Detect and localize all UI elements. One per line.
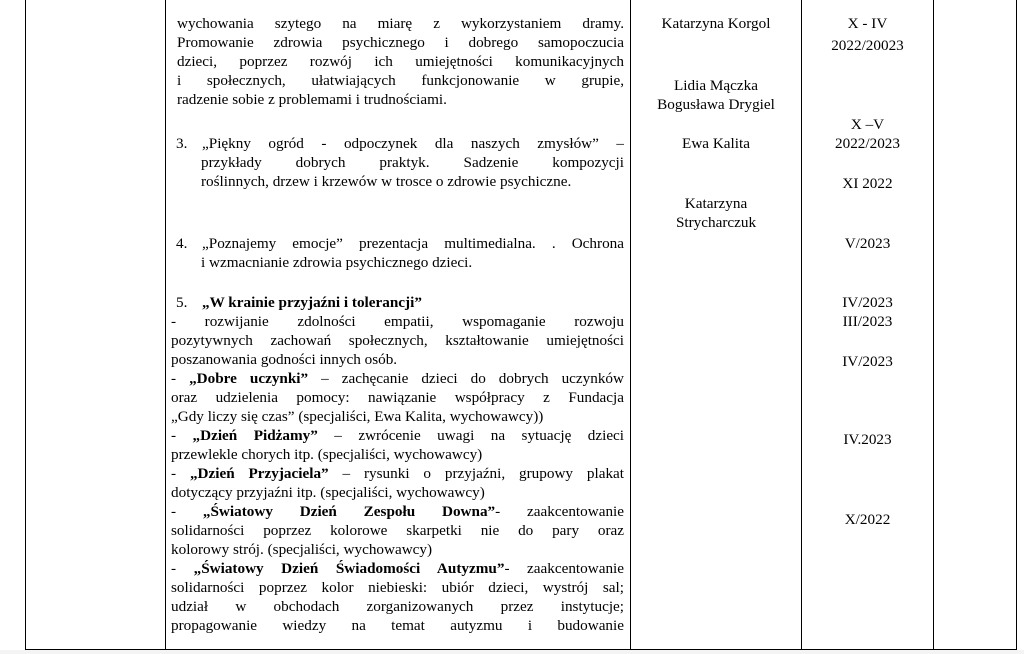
dobre-uczynki-title: „Dobre uczynki” — [189, 370, 309, 387]
date-6: V/2023 — [844, 235, 891, 252]
desc-line: przewlekle chorych itp. (specjaliści, wychowawcy) — [171, 446, 483, 463]
desc-line: i wzmacnianie zdrowia psychicznego dzieci. — [201, 254, 473, 271]
date-4: 2022/2023 — [835, 135, 900, 152]
dzien-autyzmu-line — [171, 559, 624, 578]
item-5-heading — [171, 293, 624, 312]
dzien-pidzamy-text: – zwrócenie uwagi na sytuację dzieci — [317, 427, 624, 444]
dash: - — [171, 560, 177, 577]
dzien-autyzmu-text: - zaakcentowanie — [504, 560, 624, 577]
dzien-pidzamy-title: „Dzień Pidżamy” — [192, 427, 318, 444]
item-5-title: „W krainie przyjaźni i tolerancji” — [202, 294, 422, 311]
date-8: III/2023 — [842, 313, 893, 330]
desc-line: propagowanie wiedzy na temat autyzmu i budowanie — [171, 617, 624, 634]
dzien-downa-title: „Światowy Dzień Zespołu Downa” — [202, 503, 496, 520]
dash: - — [171, 370, 177, 387]
item-3-number: 3. — [176, 135, 188, 152]
page-bottom-edge — [0, 650, 1024, 654]
desc-line: radzenie sobie z problemami i trudnościami. — [177, 91, 447, 108]
person-drygiel: Bogusława Drygiel — [657, 96, 775, 113]
desc-line: oraz udzielenia pomocy: nawiązanie współpracy z Fundacja — [171, 389, 624, 406]
desc-line: dotyczący przyjaźni itp. (specjaliści, wychowawcy) — [171, 484, 485, 501]
person-korgol: Katarzyna Korgol — [661, 15, 771, 32]
person-strycharczuk-first: Katarzyna — [684, 195, 748, 212]
dobre-uczynki-text: – zachęcanie dzieci do dobrych uczynków — [308, 370, 624, 387]
date-10: IV.2023 — [843, 431, 892, 448]
desc-line: Promowanie zdrowia psychicznego i dobrego samopoczucia — [177, 34, 624, 51]
dobre-uczynki-line — [171, 369, 624, 388]
person-strycharczuk-last: Strycharczuk — [675, 214, 757, 231]
table-divider-4 — [933, 0, 934, 650]
date-5: XI 2022 — [842, 175, 893, 192]
table-divider-1 — [165, 0, 166, 650]
desc-line: poszanowania godności innych osób. — [171, 351, 398, 368]
desc-line: i społecznych, ułatwiających funkcjonowanie w grupie, — [177, 72, 624, 89]
desc-line: solidarności poprzez kolorowe skarpetki nie do pary oraz — [171, 522, 624, 539]
date-11: X/2022 — [844, 511, 891, 528]
date-9: IV/2023 — [842, 353, 893, 370]
item-3-text: „Piękny ogród - odpoczynek dla naszych zmysłów” – — [202, 135, 624, 152]
dzien-downa-line — [171, 502, 624, 521]
desc-line: roślinnych, drzew i krzewów w trosce o zdrowie psychiczne. — [201, 173, 572, 190]
item-4-first-line — [171, 234, 624, 253]
person-maczka: Lidia Mączka — [674, 77, 758, 94]
item-4-number: 4. — [176, 235, 188, 252]
dzien-downa-text: - zaakcentowanie — [495, 503, 624, 520]
dzien-autyzmu-title: „Światowy Dzień Świadomości Autyzmu” — [193, 560, 505, 577]
person-kalita: Ewa Kalita — [682, 135, 750, 152]
description-cell — [171, 14, 624, 109]
desc-line: wychowania szytego na miarę z wykorzystaniem dramy. — [177, 15, 624, 32]
dzien-przyjaciela-line — [171, 464, 624, 483]
item-3 — [171, 134, 624, 191]
item-3-first-line — [171, 134, 624, 153]
desc-line: kolorowy strój. (specjaliści, wychowawcy) — [171, 541, 433, 558]
desc-line: solidarności poprzez kolor niebieski: ubiór dzieci, wystrój sal; — [171, 579, 624, 596]
date-7: IV/2023 — [842, 294, 893, 311]
desc-line: pozytywnych zachowań społecznych, kształtowanie umiejętności — [171, 332, 624, 349]
table-border-left — [25, 0, 26, 650]
date-3: X –V — [850, 116, 885, 133]
dash: - — [171, 503, 177, 520]
item-4 — [171, 234, 624, 272]
desc-line: udział w obchodach zorganizowanych przez instytucje; — [171, 598, 624, 615]
item-5-number: 5. — [176, 294, 188, 311]
desc-line: - rozwijanie zdolności empatii, wspomaganie rozwoju — [171, 313, 624, 330]
dash: - — [171, 427, 177, 444]
desc-line: przykłady dobrych praktyk. Sadzenie kompozycji — [201, 154, 624, 171]
dash: - — [171, 465, 177, 482]
dzien-pidzamy-line — [171, 426, 624, 445]
table-border-right — [1016, 0, 1017, 650]
date-1: X - IV — [847, 15, 888, 32]
item-4-text: „Poznajemy emocje” prezentacja multimedialna. . Ochrona — [202, 235, 624, 252]
date-2: 2022/20023 — [831, 37, 904, 54]
desc-line: „Gdy liczy się czas” (specjaliści, Ewa Kalita, wychowawcy)) — [171, 408, 544, 425]
dzien-przyjaciela-text: – rysunki o przyjaźni, grupowy plakat — [328, 465, 624, 482]
item-5 — [171, 293, 624, 635]
dzien-przyjaciela-title: „Dzień Przyjaciela” — [189, 465, 329, 482]
desc-line: dzieci, poprzez rozwój ich umiejętności komunikacyjnych — [177, 53, 624, 70]
